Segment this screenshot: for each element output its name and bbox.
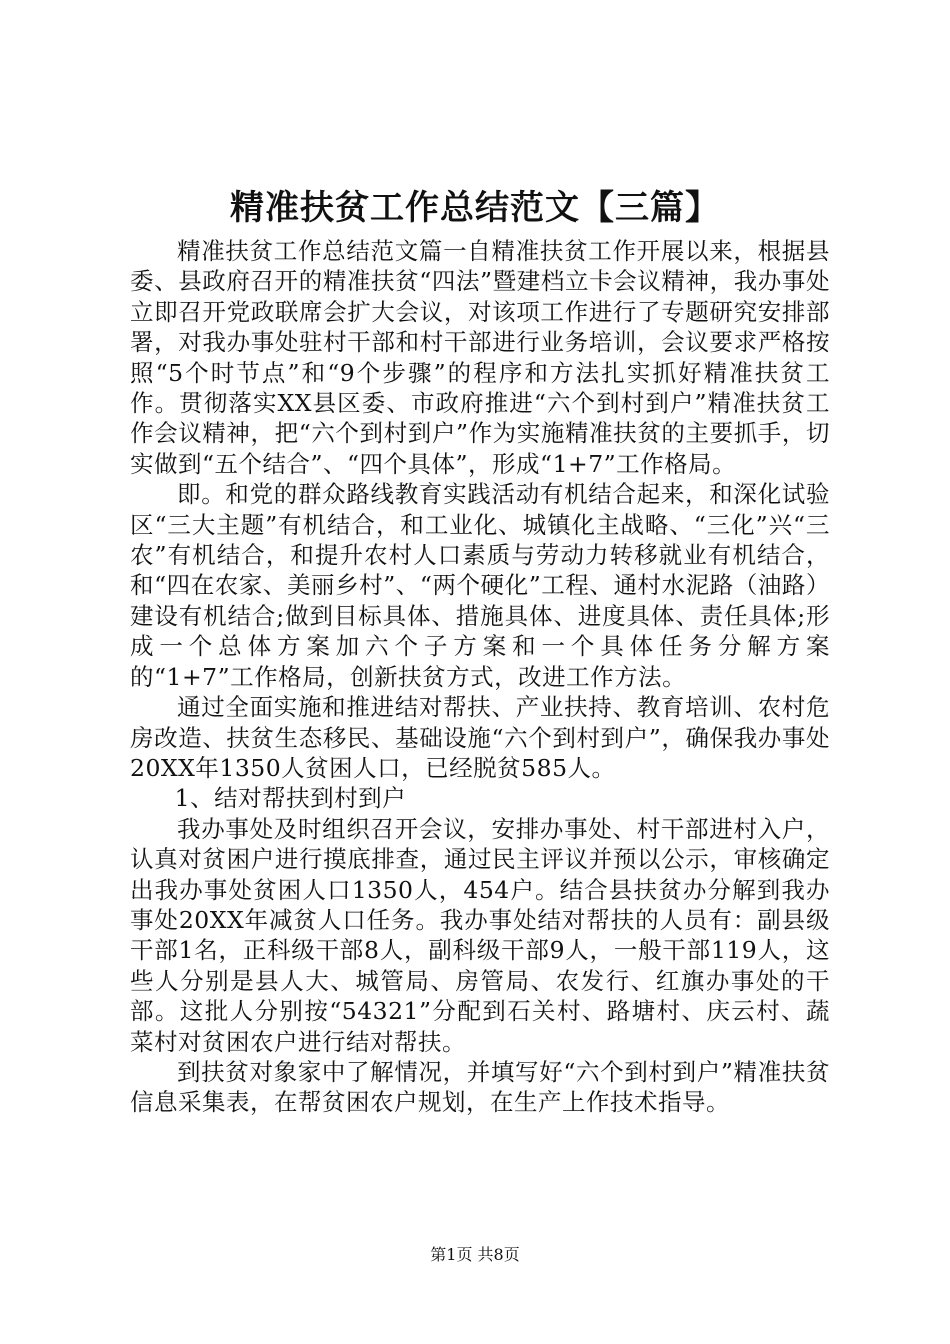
document-title: 精准扶贫工作总结范文【三篇】 — [230, 188, 720, 228]
paragraph-5: 到扶贫对象家中了解情况，并填写好“六个到村到户”精准扶贫信息采集表，在帮贫困农户规划，在生产上作技术指导。 — [130, 1057, 830, 1117]
paragraph-3: 通过全面实施和推进结对帮扶、产业扶持、教育培训、农村危房改造、扶贫生态移民、基础设施“六个到村到户”，确保我办事处20XX年1350人贫困人口，已经脱贫585人。 — [130, 693, 830, 782]
section-heading: 1、结对帮扶到村到户 — [174, 784, 407, 813]
paragraph-2: 即。和党的群众路线教育实践活动有机结合起来，和深化试验区“三大主题”有机结合，和工业化、城镇化主战略、“三化”兴“三农”有机结合，和提升农村人口素质与劳动力转移就业有机结合，和“四在农家、美丽乡村”、“两个硬化”工程、通村水泥路（油路）建设有机结合;做到目标具体、措施具体、进度具体、责任具体;形成一个总体方案加六个子方案和一个具体任务分解方案的“1+7”工作格局，创新扶贫方式，改进工作方法。 — [130, 480, 830, 691]
document-body — [130, 236, 830, 1118]
paragraph-4: 我办事处及时组织召开会议，安排办事处、村干部进村入户，认真对贫困户进行摸底排查，通过民主评议并预以公示，审核确定出我办事处贫困人口1350人，454户。结合县扶贫办分解到我办事处20XX年减贫人口任务。我办事处结对帮扶的人员有：副县级干部1名，正科级干部8人，副科级干部9人，一般干部119人，这些人分别是县人大、城管局、房管局、农发行、红旗办事处的干部。这批人分别按“54321”分配到石关村、路塘村、庆云村、蔬菜村对贫困农户进行结对帮扶。 — [130, 814, 830, 1056]
paragraph-1: 精准扶贫工作总结范文篇一自精准扶贫工作开展以来，根据县委、县政府召开的精准扶贫“四法”暨建档立卡会议精神，我办事处立即召开党政联席会扩大会议，对该项工作进行了专题研究安排部署，对我办事处驻村干部和村干部进行业务培训，会议要求严格按照“5个时节点”和“9个步骤”的程序和方法扎实抓好精准扶贫工作。贯彻落实XX县区委、市政府推进“六个到村到户”精准扶贫工作会议精神，把“六个到村到户”作为实施精准扶贫的主要抓手，切实做到“五个结合”、“四个具体”，形成“1+7”工作格局。 — [130, 237, 830, 478]
page-footer: 第1页 共8页 — [430, 1245, 520, 1264]
